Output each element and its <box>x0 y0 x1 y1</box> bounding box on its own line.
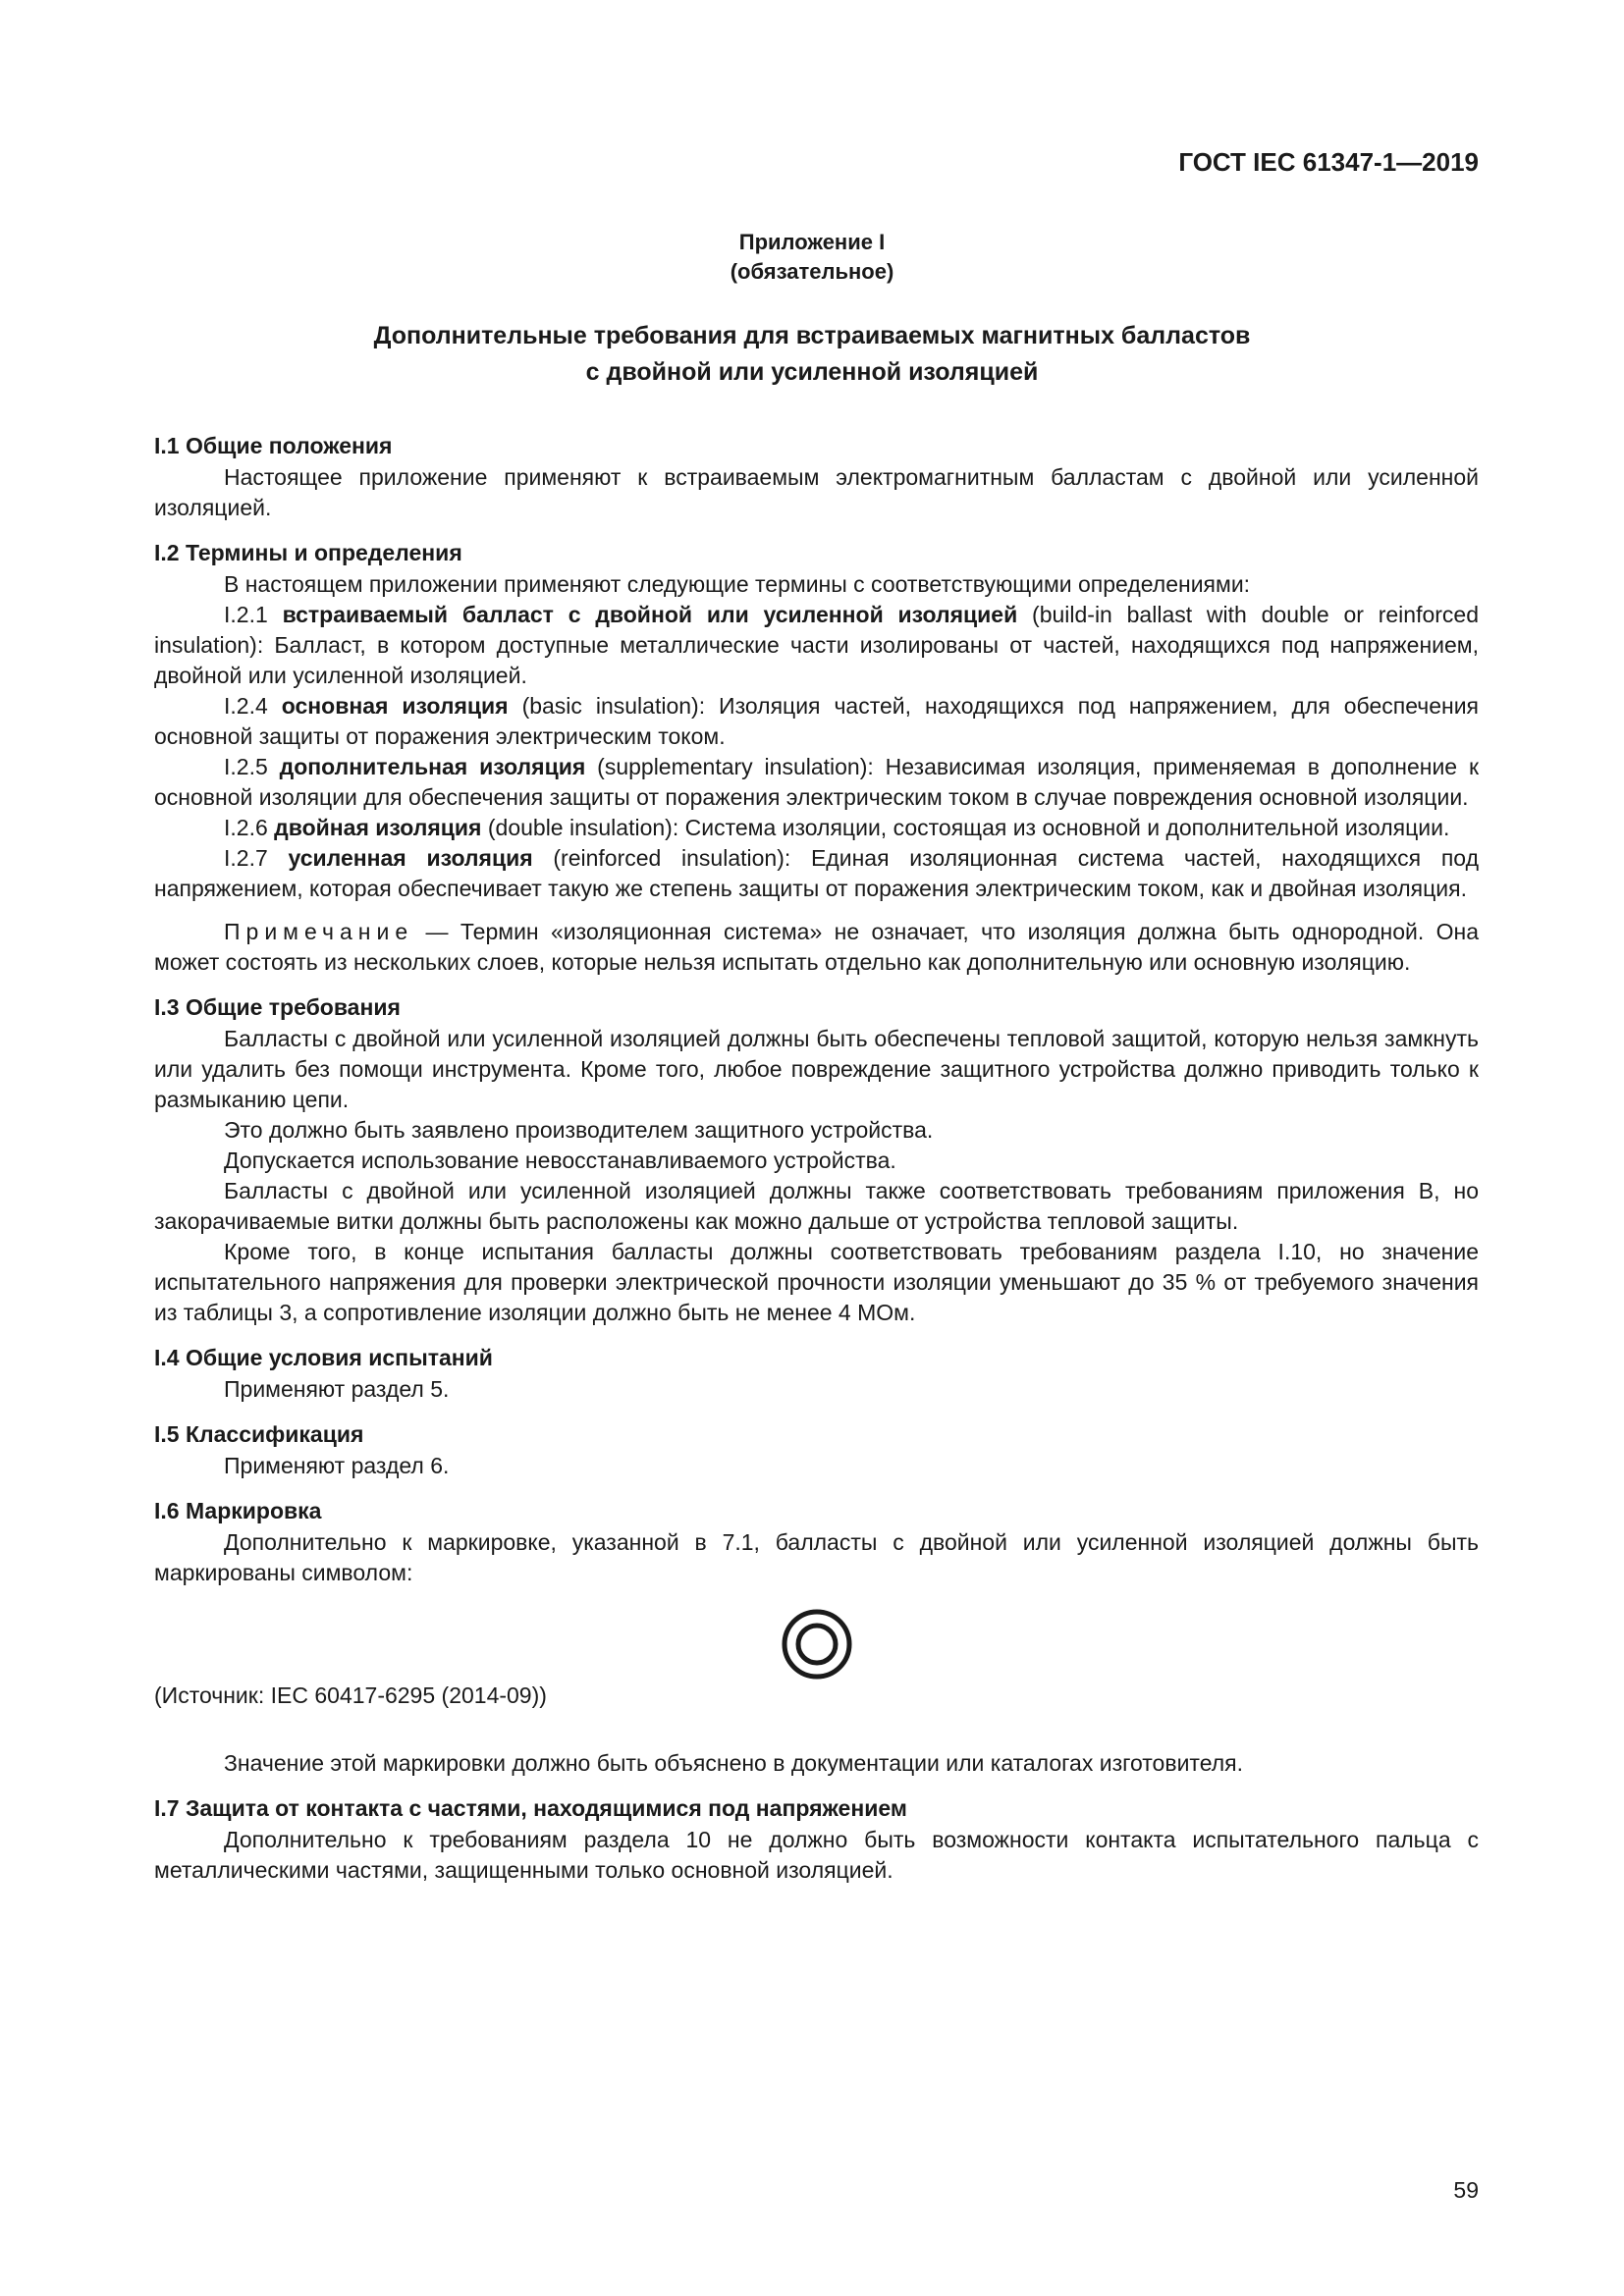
section-heading: I.7 Защита от контакта с частями, находящимися под напряжением <box>154 1795 907 1821</box>
heading-line-2: с двойной или усиленной изоляцией <box>585 358 1039 386</box>
term-number: I.2.5 <box>224 754 268 779</box>
term-definition <box>154 813 1479 843</box>
section-heading: I.5 Классификация <box>154 1421 364 1447</box>
page-number: 59 <box>1453 2177 1479 2203</box>
section-heading: I.1 Общие положения <box>154 433 393 458</box>
paragraph: Дополнительно к маркировке, указанной в 7.1, балласты с двойной или усиленной изоляцией должны быть маркированы символом: <box>154 1529 1479 1585</box>
term-number: I.2.6 <box>224 815 268 840</box>
appendix-label <box>0 228 1624 287</box>
term-definition <box>154 752 1479 813</box>
paragraph: Допускается использование невосстанавливаемого устройства. <box>224 1148 896 1173</box>
term-text: (basic insulation): Изоляция частей, находящихся под напряжением, для обеспечения основной защиты от поражения электрическим током. <box>154 693 1479 749</box>
paragraph: Настоящее приложение применяют к встраиваемым электромагнитным балластам с двойной или усиленной изоляцией. <box>154 464 1479 520</box>
appendix-heading <box>0 318 1624 391</box>
note <box>154 917 1479 978</box>
term-number: I.2.1 <box>224 602 268 627</box>
double-insulation-symbol <box>154 1608 1479 1681</box>
note-text: — Термин «изоляционная система» не означает, что изоляция должна быть однородной. Она может состоять из нескольких слоев, которые нельзя испытать отдельно как дополнительную или основную изоляцию. <box>154 919 1479 975</box>
appendix-title: Приложение I <box>738 230 886 254</box>
paragraph: Дополнительно к требованиям раздела 10 не должно быть возможности контакта испытательного пальца с металлическими частями, защищенными только основной изоляцией. <box>154 1827 1479 1883</box>
appendix-status: (обязательное) <box>730 259 894 284</box>
standard-number: ГОСТ IEC 61347-1—2019 <box>1178 147 1479 177</box>
paragraph: Балласты с двойной или усиленной изоляцией должны также соответствовать требованиям приложения В, но закорачиваемые витки должны быть расположены как можно дальше от устройства тепловой защиты. <box>154 1178 1479 1234</box>
term-definition <box>154 691 1479 752</box>
term-name: дополнительная изоляция <box>279 754 586 779</box>
term-name: встраиваемый балласт с двойной или усиленной изоляцией <box>282 602 1018 627</box>
term-name: усиленная изоляция <box>288 845 533 871</box>
term-text: (supplementary insulation): Независимая изоляция, применяемая в дополнение к основной изоляции для обеспечения защиты от поражения электрическим током в случае повреждения основной изоляции. <box>154 754 1480 810</box>
term-definition <box>154 843 1479 904</box>
term-name: основная изоляция <box>281 693 509 719</box>
paragraph: Это должно быть заявлено производителем защитного устройства. <box>224 1117 934 1143</box>
paragraph: В настоящем приложении применяют следующие термины с соответствующими определениями: <box>224 571 1251 597</box>
main-content <box>154 429 1479 1886</box>
paragraph: Применяют раздел 6. <box>224 1453 450 1478</box>
term-definition <box>154 600 1479 691</box>
term-text: (double insulation): Система изоляции, состоящая из основной и дополнительной изоляции. <box>487 815 1450 840</box>
section-heading: I.2 Термины и определения <box>154 540 462 565</box>
term-number: I.2.4 <box>224 693 268 719</box>
term-text: (reinforced insulation): Единая изоляционная система частей, находящихся под напряжением, которая обеспечивает такую же степень защиты от поражения электрическим током, как и двойная изоляция. <box>154 845 1479 901</box>
term-text: (build-in ballast with double or reinforced insulation): Балласт, в котором доступные металлические части изолированы от частей, находящихся под напряжением, двойной или усиленной изоляцией. <box>154 602 1479 688</box>
term-number: I.2.7 <box>224 845 268 871</box>
note-label: Примечание <box>224 919 414 944</box>
paragraph: Балласты с двойной или усиленной изоляцией должны быть обеспечены тепловой защитой, которую нельзя замкнуть или удалить без помощи инструмента. Кроме того, любое повреждение защитного устройства должно приводить только к размыканию цепи. <box>154 1026 1479 1112</box>
paragraph: Применяют раздел 5. <box>224 1376 450 1402</box>
concentric-circles-icon <box>781 1608 853 1681</box>
paragraph: Значение этой маркировки должно быть объяснено в документации или каталогах изготовителя. <box>224 1750 1243 1776</box>
section-heading: I.6 Маркировка <box>154 1498 322 1523</box>
heading-line-1: Дополнительные требования для встраиваемых магнитных балластов <box>373 322 1251 349</box>
term-name: двойная изоляция <box>274 815 482 840</box>
paragraph: Кроме того, в конце испытания балласты должны соответствовать требованиям раздела I.10, но значение испытательного напряжения для проверки электрической прочности изоляции уменьшают до 35 % от требуемого значения из таблицы 3, а сопротивление изоляции должно быть не менее 4 МОм. <box>154 1239 1479 1325</box>
section-heading: I.4 Общие условия испытаний <box>154 1345 493 1370</box>
symbol-source: (Источник: IEC 60417-6295 (2014-09)) <box>154 1682 547 1708</box>
section-heading: I.3 Общие требования <box>154 994 401 1020</box>
